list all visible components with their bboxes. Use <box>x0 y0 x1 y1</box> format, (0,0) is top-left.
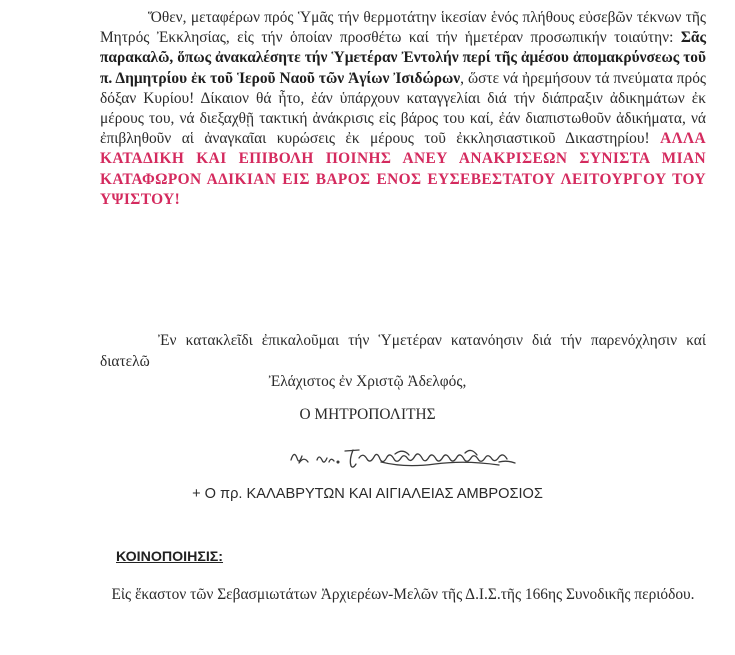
recipients-label: ΚΟΙΝΟΠΟΙΗΣΙΣ: <box>116 549 224 565</box>
signature-drawing <box>285 438 535 474</box>
body-continuation-text: , ὥστε νά ἠρεμήσουν τά πνεύματα πρός δόξαν Κυρίου! Δίκαιον θά ἦτο, ἐάν ὑπάρχουν καταγγελίαι διά τήν διάπραξιν ἀδικημάτων ἐκ μέρους του, νά διεξαχθῇ τακτική ἀνάκρισις εἰς βάρος του καί, ἐάν διαπιστωθοῦν ἀδικήματα, νά ἐπιβληθοῦν αἱ ἀναγκαῖαι κυρώσεις ἐκ μέρους τοῦ ἐκκλησιαστικοῦ Δικαστηρίου! <box>100 69 707 148</box>
handwritten-signature <box>285 438 535 479</box>
signer-title: Ο ΜΗΤΡΟΠΟΛΙΤΗΣ <box>299 406 436 423</box>
bold-request-text: Σᾶς παρακαλῶ, ὅπως ἀνακαλέσητε τήν Ὑμετέραν Ἐντολήν περί τῆς ἀμέσου ἀπομακρύνσεως τοῦ π. Δημητρίου ἐκ τοῦ Ἱεροῦ Ναοῦ τῶν Ἁγίων Ἰσιδώρων <box>100 29 706 87</box>
red-emphasis-statement: ΑΛΛΑ ΚΑΤΑΔΙΚΗ ΚΑΙ ΕΠΙΒΟΛΗ ΠΟΙΝΗΣ ΑΝΕΥ ΑΝΑΚΡΙΣΕΩΝ ΣΥΝΙΣΤΑ ΜΙΑΝ ΚΑΤΑΦΩΡΟΝ ΑΔΙΚΙΑΝ ΕΙΣ ΒΑΡΟΣ ΕΝΟΣ ΕΥΣΕΒΕΣΤΑΤΟΥ ΛΕΙΤΟΥΡΓΟΥ ΤΟΥ ΥΨΙΣΤΟΥ! <box>100 130 706 208</box>
body-paragraph <box>100 8 706 210</box>
closing-paragraph: Ἐν κατακλεῖδι ἐπικαλοῦμαι τήν Ὑμετέραν κατανόησιν διά τήν παρενόχλησιν καί διατελῶ <box>100 332 706 370</box>
signer-name: + Ο πρ. ΚΑΛΑΒΡΥΤΩΝ ΚΑΙ ΑΙΓΙΑΛΕΙΑΣ ΑΜΒΡΟΣΙΟΣ <box>192 486 543 502</box>
recipients-text: Εἰς ἕκαστον τῶν Σεβασμιωτάτων Ἀρχιερέων-Μελῶν τῆς Δ.Ι.Σ.τῆς 166ης Συνοδικῆς περιόδου. <box>111 586 695 603</box>
body-intro-text: Ὅθεν, μεταφέρων πρός Ὑμᾶς τήν θερμοτάτην ἱκεσίαν ἑνός πλήθους εὐσεβῶν τέκνων τῆς Μητρός Ἐκκλησίας, εἰς τήν ὁποίαν προσθέτω καί τήν ἡμετέραν προσωπικήν τοιαύτην: <box>100 9 706 47</box>
valediction: Ἐλάχιστος ἐν Χριστῷ Ἀδελφός, <box>268 373 467 390</box>
